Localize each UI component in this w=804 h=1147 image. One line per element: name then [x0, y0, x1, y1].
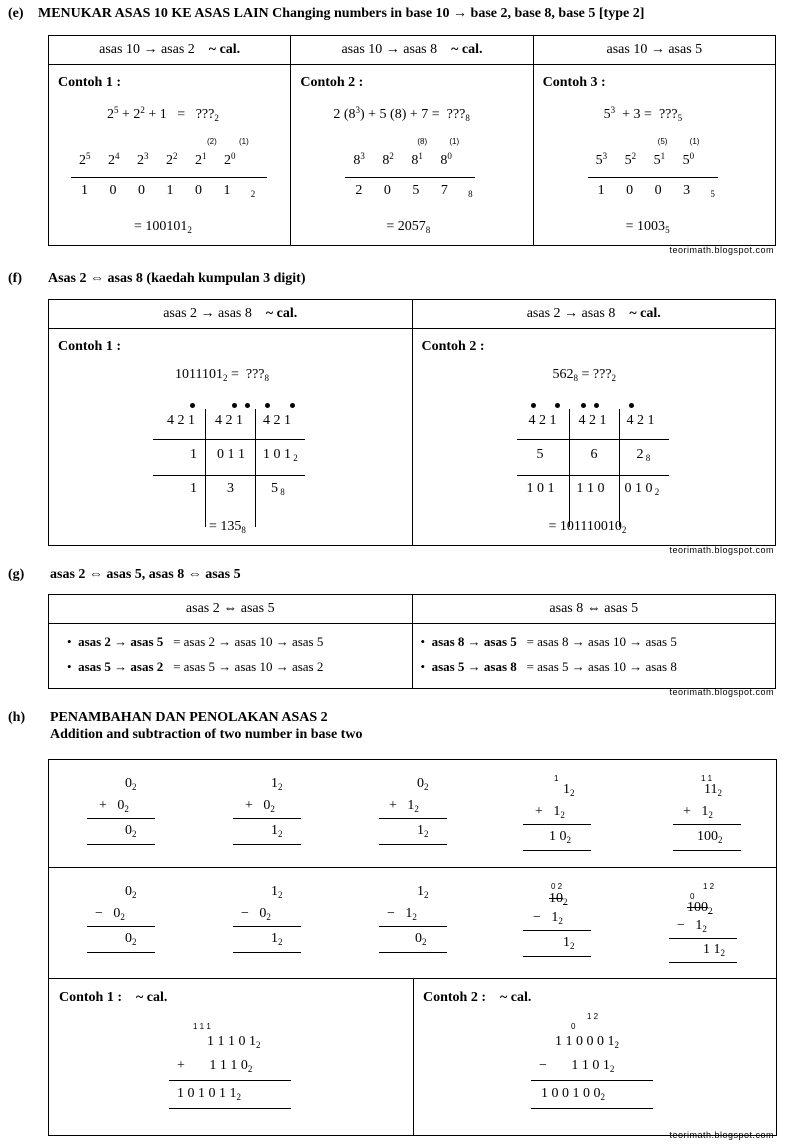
contoh-label: Contoh 2 : — [300, 75, 364, 90]
g-right-item-2: • asas 5 → asas 8 = asas 5 → asas 10 → asas 8 — [420, 659, 677, 674]
e3-equation: $5^3 + 3$ = $???_5$ — [603, 105, 683, 123]
f1-oct-3: 5 $_8$ — [271, 481, 285, 497]
f2-oct-1: 5 — [536, 447, 544, 462]
f2-weight-2: 4 2 1 — [578, 413, 607, 428]
add-3-b: + $1_2$ — [389, 798, 419, 814]
h-ex2-b: − 1 1 0 $1_2$ — [539, 1058, 615, 1074]
g-header-1: asas 2 ⇔ asas 5 — [49, 595, 413, 624]
e-header-1: asas 10 → asas 2 ~ cal. — [49, 36, 291, 65]
e1-count-1: (2) — [207, 137, 217, 146]
h-ex1-b: + 1 1 1 $0_2$ — [177, 1058, 253, 1074]
contoh-label: Contoh 1 : — [58, 75, 122, 90]
section-h-title: PENAMBAHAN DAN PENOLAKAN ASAS 2 — [50, 710, 328, 725]
f1-group-3: 1 0 1 $_2$ — [263, 447, 298, 463]
g-left-cell — [49, 624, 413, 689]
g-left-item-1: • asas 2 → asas 5 = asas 2 → asas 10 → asas 5 — [67, 634, 324, 649]
e2-powers: $8^3$ $8^2$ $8^1$ $8^0$ — [353, 151, 452, 168]
e2-equation: 2 $(8^3) + 5$ $(8) + 7 = ???_8$ — [333, 105, 470, 123]
f1-equation: $1011101_2$ = $???_8$ — [175, 367, 270, 383]
f2-group-1: 1 0 1 — [526, 481, 555, 496]
f-example-1 — [49, 329, 413, 546]
e1-count-2: (1) — [239, 137, 249, 146]
credit-text: teorimath.blogspot.com — [669, 1130, 774, 1140]
sub-3-r: $0_2$ — [415, 931, 427, 947]
sub-4-borrow: 0 2 — [551, 882, 563, 891]
h-ex2-borrow-2: 0 — [571, 1022, 576, 1031]
sub-4-a: $10_2$ — [549, 891, 568, 907]
f1-weight-2: 4 2 1 — [215, 413, 243, 428]
h-ex1-carry: 1 1 1 — [193, 1022, 211, 1031]
sub-5-r: 1 $1_2$ — [703, 942, 725, 958]
section-h-box — [48, 759, 777, 1136]
f1-oct-1: 1 — [190, 481, 197, 496]
add-1-b: + $0_2$ — [99, 798, 129, 814]
e1-result: = $100101_2$ — [134, 219, 192, 235]
g-header-2: asas 8 ⇔ asas 5 — [412, 595, 776, 624]
h-ex2-borrow: 1 2 — [587, 1012, 599, 1021]
g-right-cell — [412, 624, 776, 689]
e3-count-1: (5) — [657, 137, 668, 146]
f2-weight-1: 4 2 1 — [528, 413, 557, 428]
contoh-label: Contoh 1 : — [58, 339, 122, 354]
f-header-1: asas 2 → asas 8 ~ cal. — [49, 300, 413, 329]
h-ex1-a: 1 1 1 0 $1_2$ — [207, 1034, 261, 1050]
sub-4-r: $1_2$ — [563, 935, 575, 951]
credit-text: teorimath.blogspot.com — [669, 687, 774, 697]
e1-powers: $2^5$ $2^4$ $2^3$ $2^2$ $2^1$ $2^0$ — [79, 151, 236, 168]
f1-weight-3: 4 2 1 — [263, 413, 291, 428]
e2-count-2: (1) — [449, 137, 460, 146]
e3-powers: $5^3$ $5^2$ $5^1$ $5^0$ — [595, 151, 695, 168]
f2-group-2: 1 1 0 — [576, 481, 605, 496]
f2-oct-2: 6 — [590, 447, 598, 462]
h-ex2-r: 1 0 0 1 0 $0_2$ — [541, 1086, 605, 1102]
e2-count-1: (8) — [417, 137, 428, 146]
e-example-2 — [291, 65, 533, 246]
sub-5-borrow: 1 2 — [703, 882, 715, 891]
add-4-a: $1_2$ — [563, 782, 575, 798]
e3-digits: 1 0 0 3 $_5$ — [597, 183, 715, 199]
credit-text: teorimath.blogspot.com — [669, 245, 774, 255]
e1-equation: $2^5 + 2^2 + 1$ = $???_2$ — [107, 105, 219, 123]
section-g-title: asas 2 ⇔ asas 5, asas 8 ⇔ asas 5 — [50, 567, 241, 582]
add-2-a: $1_2$ — [271, 776, 283, 792]
e2-digits: 2 0 5 7 $_8$ — [355, 183, 473, 199]
f1-weight-1: 4 2 1 — [167, 413, 195, 428]
f-example-2 — [412, 329, 776, 546]
sub-5-borrow-2: 0 — [690, 892, 695, 901]
sub-1-a: $0_2$ — [125, 884, 137, 900]
add-1-r: $0_2$ — [125, 823, 137, 839]
f1-group-1: 1 — [190, 447, 197, 462]
f2-result: = $101110010_2$ — [548, 519, 627, 535]
h-ex2-title: Contoh 2 : ~ cal. — [423, 990, 532, 1005]
sub-1-r: $0_2$ — [125, 931, 137, 947]
h-ex1-r: 1 0 1 0 1 $1_2$ — [177, 1086, 241, 1102]
section-f-table — [48, 299, 776, 546]
f2-weight-3: 4 2 1 — [626, 413, 655, 428]
add-5-r: $100_2$ — [697, 829, 723, 845]
section-h-label: (h) — [8, 710, 26, 725]
contoh-label: Contoh 3 : — [542, 75, 606, 90]
section-f-label: (f) — [8, 271, 22, 286]
section-e-title: MENUKAR ASAS 10 KE ASAS LAIN Changing numbers in base 10 → base 2, base 8, base 5 [type 2] — [38, 6, 645, 21]
f1-result: = $135_8$ — [209, 519, 246, 535]
g-right-item-1: • asas 8 → asas 5 = asas 8 → asas 10 → asas 5 — [420, 634, 677, 649]
section-g-table — [48, 594, 776, 689]
add-4-b: + $1_2$ — [535, 804, 565, 820]
section-e-table — [48, 35, 776, 246]
section-e-label: (e) — [8, 6, 24, 21]
sub-5-a: $100_2$ — [687, 900, 713, 916]
f1-oct-2: 3 — [227, 481, 234, 496]
add-2-b: + $0_2$ — [245, 798, 275, 814]
add-5-a: $11_2$ — [704, 782, 722, 798]
add-5-b: + $1_2$ — [683, 804, 713, 820]
add-4-r: 1 $0_2$ — [549, 829, 571, 845]
e-example-3 — [533, 65, 775, 246]
g-left-item-2: • asas 5 → asas 2 = asas 5 → asas 10 → asas 2 — [67, 659, 324, 674]
add-3-a: $0_2$ — [417, 776, 429, 792]
add-2-r: $1_2$ — [271, 823, 283, 839]
h-ex1-title: Contoh 1 : ~ cal. — [59, 990, 168, 1005]
e1-digits: 1 0 0 1 0 1 $_2$ — [81, 183, 256, 199]
f2-oct-3: 2 $_8$ — [636, 447, 651, 463]
sub-2-r: $1_2$ — [271, 931, 283, 947]
f2-equation: $562_8$ = $???_2$ — [552, 367, 617, 383]
sub-1-b: − $0_2$ — [95, 906, 125, 922]
f1-group-2: 0 1 1 — [217, 447, 245, 462]
sub-3-a: $1_2$ — [417, 884, 429, 900]
e3-result: = $1003_5$ — [625, 219, 670, 235]
e3-count-2: (1) — [689, 137, 700, 146]
f-header-2: asas 2 → asas 8 ~ cal. — [412, 300, 776, 329]
f2-group-3: 0 1 0 $_2$ — [624, 481, 660, 497]
section-g-label: (g) — [8, 567, 25, 582]
e-header-3: asas 10 → asas 5 — [533, 36, 775, 65]
sub-2-b: − $0_2$ — [241, 906, 271, 922]
add-1-a: $0_2$ — [125, 776, 137, 792]
sub-3-b: − $1_2$ — [387, 906, 417, 922]
section-h-subtitle: Addition and subtraction of two number in base two — [50, 727, 363, 742]
e-header-2: asas 10 → asas 8 ~ cal. — [291, 36, 533, 65]
section-f-title: Asas 2 ⇔ asas 8 (kaedah kumpulan 3 digit) — [48, 271, 306, 286]
add-4-carry: 1 — [554, 774, 559, 783]
sub-5-b: − $1_2$ — [677, 918, 707, 934]
contoh-label: Contoh 2 : — [421, 339, 485, 354]
add-5-carry: 1 1 — [701, 774, 713, 783]
e2-result: = $2057_8$ — [386, 219, 431, 235]
credit-text: teorimath.blogspot.com — [669, 545, 774, 555]
e-example-1 — [49, 65, 291, 246]
sub-2-a: $1_2$ — [271, 884, 283, 900]
sub-4-b: − $1_2$ — [533, 910, 563, 926]
h-ex2-a: 1 1 0 0 0 $1_2$ — [555, 1034, 619, 1050]
add-3-r: $1_2$ — [417, 823, 429, 839]
